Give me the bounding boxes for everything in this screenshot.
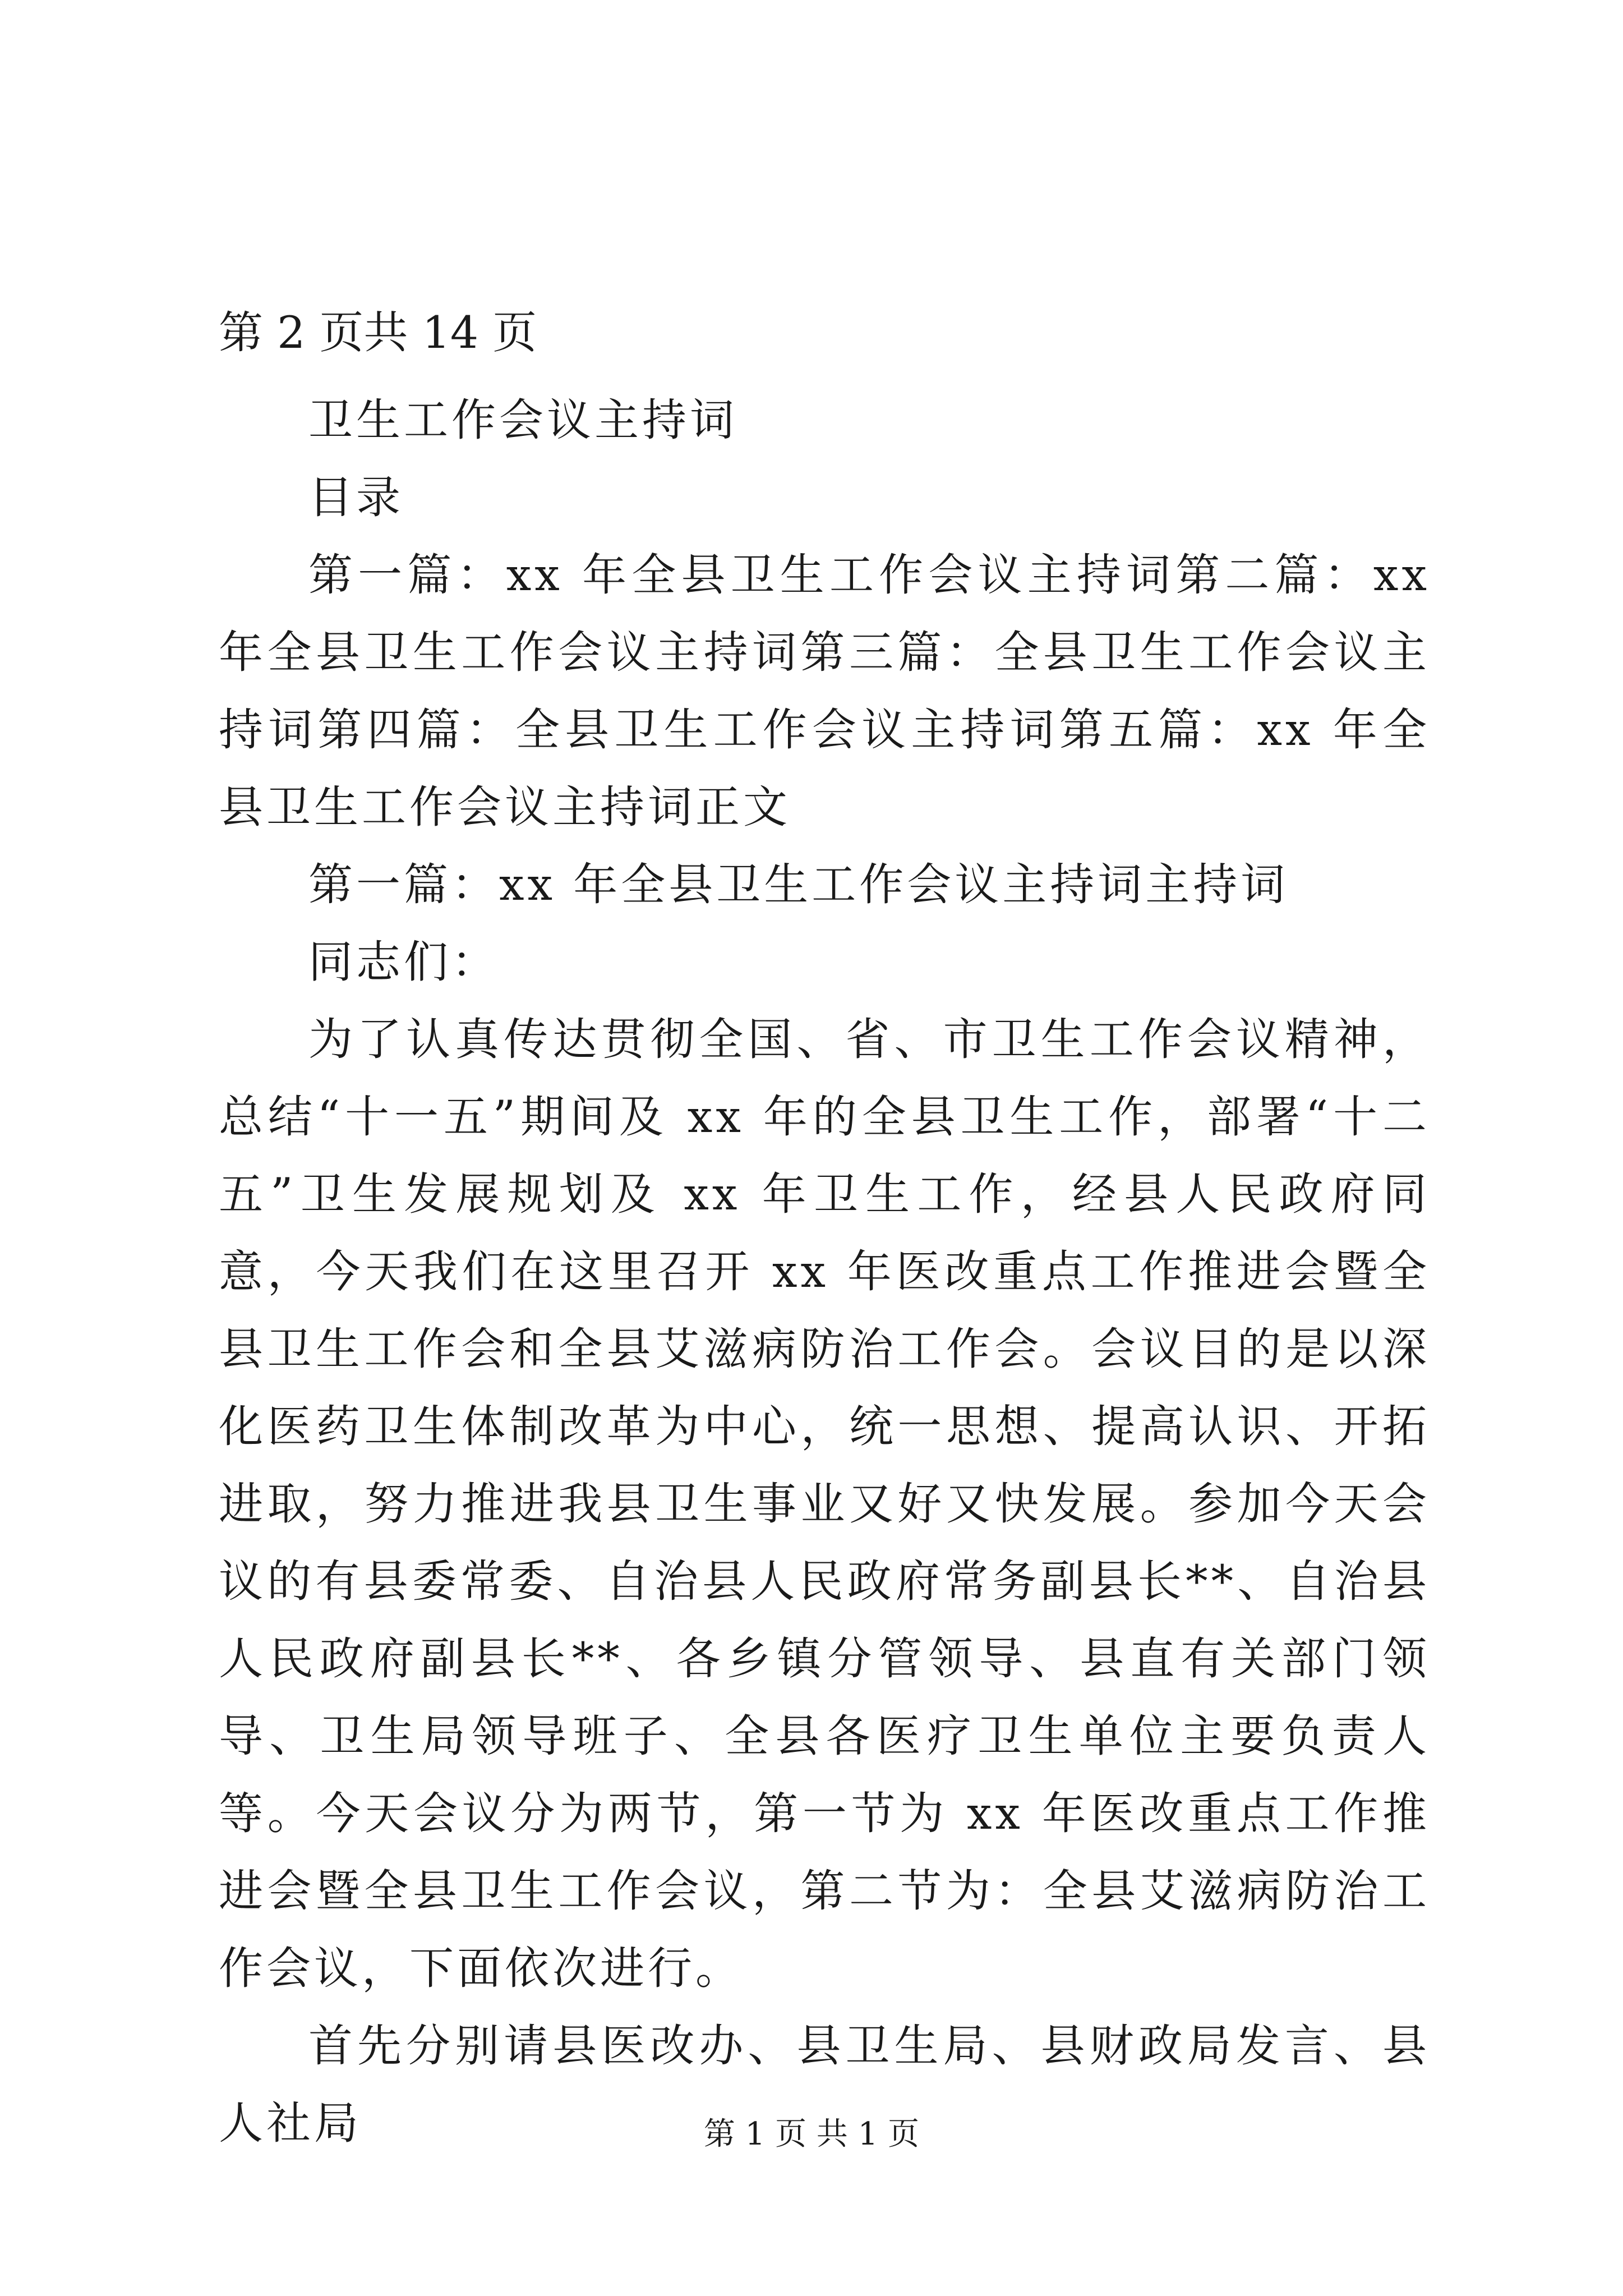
- document-title: 卫生工作会议主持词: [308, 394, 737, 446]
- page-indicator: 第 2 页共 14 页: [219, 307, 537, 358]
- toc-heading: 目录: [308, 472, 404, 523]
- salutation: 同志们：: [308, 936, 499, 988]
- body-paragraph: 为了认真传达贯彻全国、省、市卫生工作会议精神，总结“十一五”期间及 xx 年的全县卫生工作，部署“十二五”卫生发展规划及 xx 年卫生工作，经县人民政府同意，今天我们在这里召开 xx 年医改重点工作推进会暨全县卫生工作会和全县艾滋病防治工作会。会议目的是以深化医药卫生体制改革为中心，统一思想、提高认识、开拓进取，努力推进我县卫生事业又好又快发展。参加今天会议的有县委常委、自治县人民政府常务副县长**、自治县人民政府副县长**、各乡镇分管领导、县直有关部门领导、卫生局领导班子、全县各医疗卫生单位主要负责人等。今天会议分为两节，第一节为 xx 年医改重点工作推进会暨全县卫生工作会议，第二节为：全县艾滋病防治工作会议，下面依次进行。: [219, 1014, 1430, 1994]
- body-paragraph: 首先分别请县医改办、县卫生局、县财政局发言、县人社局: [219, 2020, 1430, 2149]
- document-body: [219, 381, 1430, 2162]
- section-heading: 第一篇：xx 年全县卫生工作会议主持词主持词: [308, 859, 1289, 910]
- toc-text: 第一篇：xx 年全县卫生工作会议主持词第二篇：xx 年全县卫生工作会议主持词第三篇：全县卫生工作会议主持词第四篇：全县卫生工作会议主持词第五篇：xx 年全县卫生工作会议主持词正文: [219, 549, 1430, 833]
- page-footer: 第 1 页 共 1 页: [703, 2116, 920, 2152]
